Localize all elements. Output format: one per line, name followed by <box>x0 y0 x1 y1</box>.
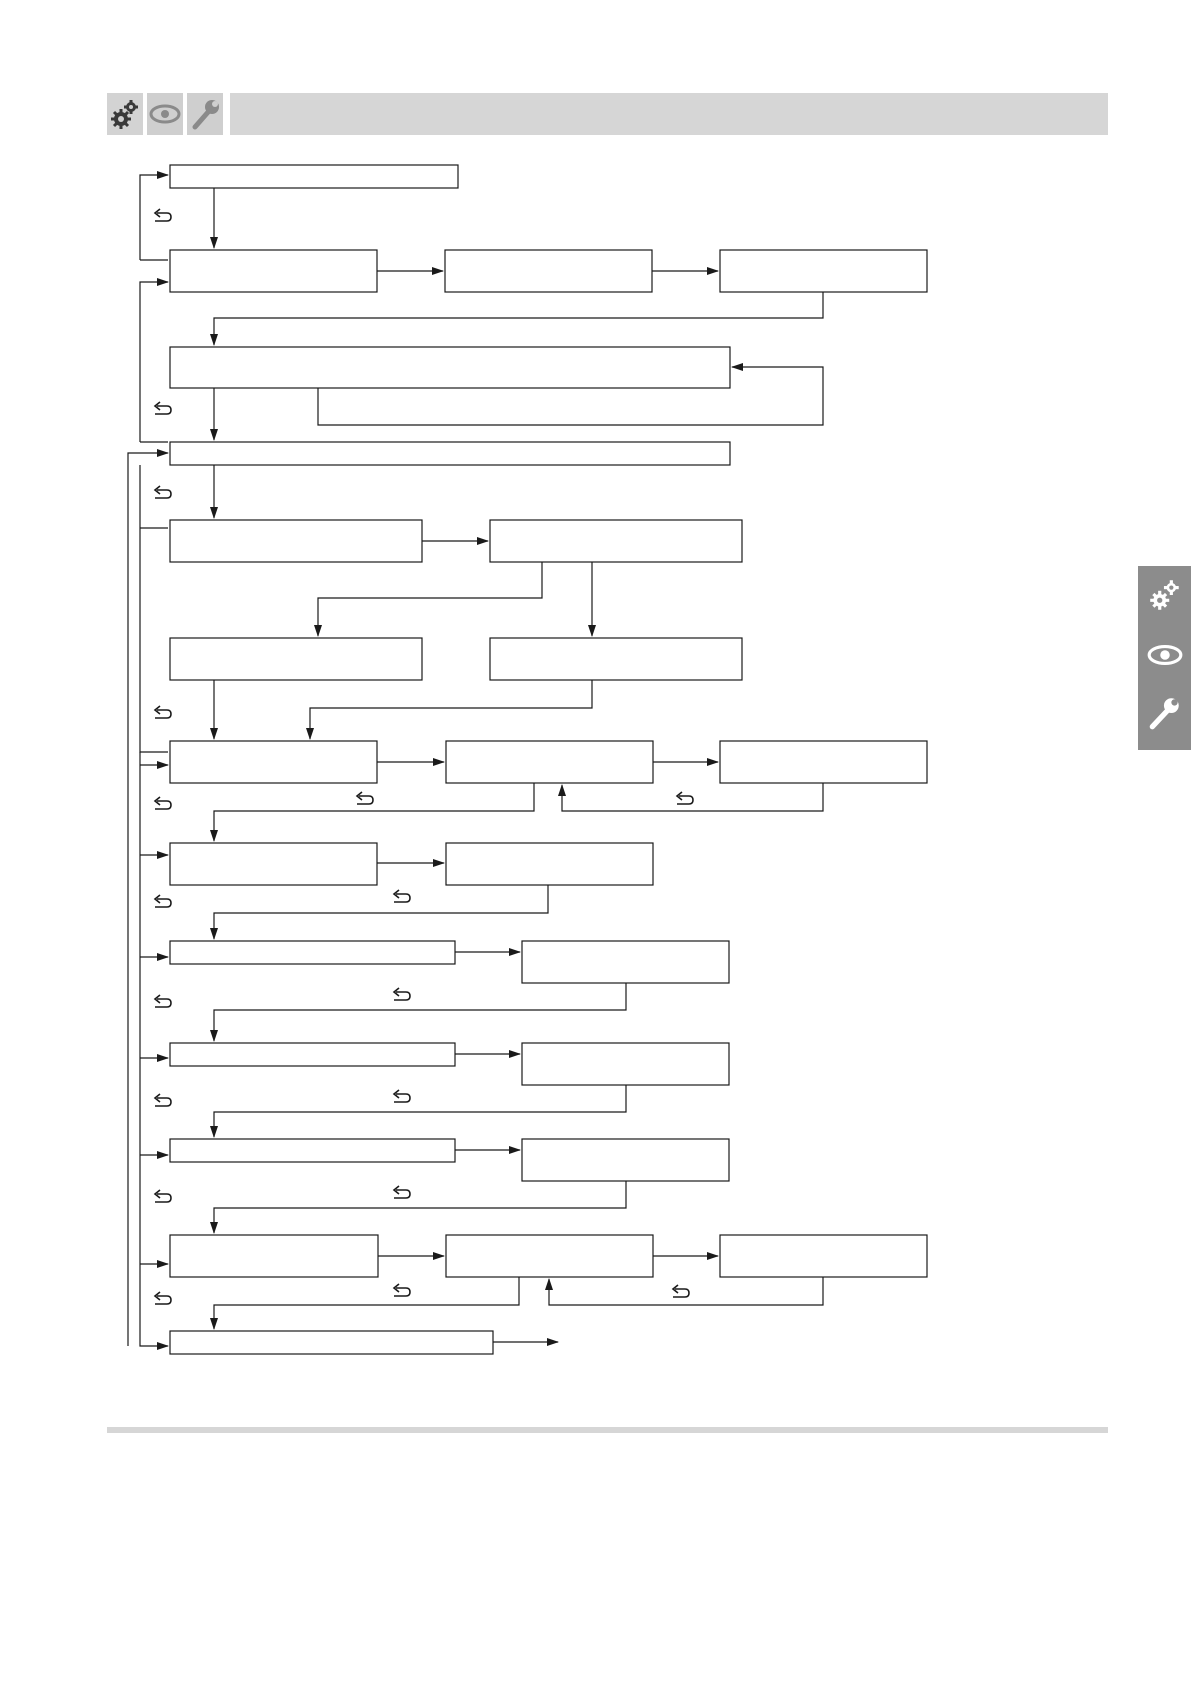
flow-connector-20 <box>310 680 592 739</box>
flow-connector-17 <box>318 562 542 636</box>
flow-box-3 <box>445 250 652 292</box>
back-arrow-icon <box>394 890 410 902</box>
back-arrow-icon <box>155 706 171 718</box>
flow-box-24 <box>720 1235 927 1277</box>
flow-box-6 <box>170 442 730 465</box>
back-arrow-icon <box>155 209 171 221</box>
flow-connector-3 <box>140 282 168 442</box>
flow-box-19 <box>522 1043 729 1085</box>
flow-box-1 <box>170 165 458 188</box>
flow-connector-31 <box>214 983 626 1041</box>
flow-box-22 <box>170 1235 378 1277</box>
flow-box-7 <box>170 520 422 562</box>
flow-connector-12 <box>140 465 168 752</box>
flow-box-14 <box>170 843 377 885</box>
flow-box-15 <box>446 843 653 885</box>
flow-connector-41 <box>214 1277 519 1329</box>
flow-box-20 <box>170 1139 455 1162</box>
flow-box-21 <box>522 1139 729 1181</box>
flow-box-4 <box>720 250 927 292</box>
flow-connector-13 <box>140 752 168 1346</box>
flow-connector-34 <box>214 1085 626 1137</box>
back-arrow-icon <box>155 1292 171 1304</box>
back-arrow-icon <box>677 792 693 804</box>
flow-connector-8 <box>214 292 823 345</box>
flow-connector-37 <box>214 1181 626 1233</box>
flow-box-11 <box>170 741 377 783</box>
back-arrow-icon <box>155 1190 171 1202</box>
flow-connector-9 <box>318 367 823 425</box>
flow-box-23 <box>446 1235 653 1277</box>
back-arrow-icon <box>394 1186 410 1198</box>
flow-box-5 <box>170 347 730 388</box>
flow-box-9 <box>170 638 422 680</box>
back-arrow-icon <box>394 1090 410 1102</box>
flow-box-16 <box>170 941 455 964</box>
back-arrow-icon <box>155 995 171 1007</box>
back-arrow-icon <box>155 402 171 414</box>
back-arrow-icon <box>673 1285 689 1297</box>
flow-box-10 <box>490 638 742 680</box>
back-arrow-icon <box>357 792 373 804</box>
flow-connector-42 <box>549 1277 823 1305</box>
back-arrow-icon <box>155 486 171 498</box>
flow-box-17 <box>522 941 729 983</box>
back-arrow-icon <box>394 1284 410 1296</box>
flow-box-25 <box>170 1331 493 1354</box>
flow-connector-28 <box>214 885 548 939</box>
back-arrow-icon <box>155 895 171 907</box>
flow-box-12 <box>446 741 653 783</box>
back-arrow-icon <box>394 988 410 1000</box>
flow-connector-1 <box>140 175 168 260</box>
back-arrow-icon <box>155 1094 171 1106</box>
flow-box-13 <box>720 741 927 783</box>
flow-box-18 <box>170 1043 455 1066</box>
footer-rule <box>107 1427 1108 1433</box>
flow-box-2 <box>170 250 377 292</box>
flow-connector-24 <box>214 783 534 841</box>
flow-box-8 <box>490 520 742 562</box>
back-arrow-icon <box>155 797 171 809</box>
